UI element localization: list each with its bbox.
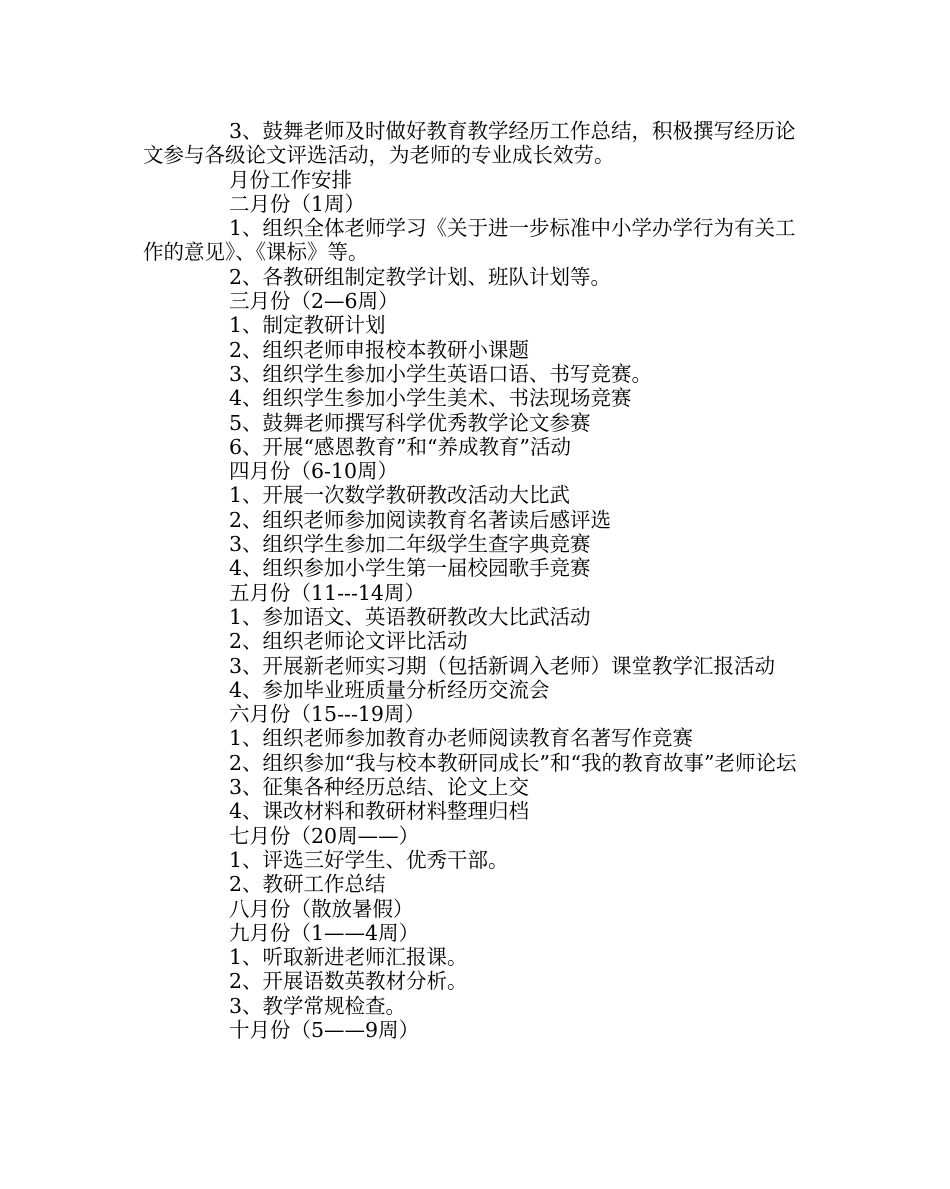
list-item: 4、参加毕业班质量分析经历交流会 [229, 677, 550, 702]
month-heading: 五月份（11---14周） [229, 580, 425, 605]
list-item: 4、课改材料和教研材料整理归档 [229, 799, 530, 824]
month-heading: 七月份（20周——） [229, 823, 420, 848]
list-item: 6、开展“感恩教育”和“养成教育”活动 [229, 434, 571, 459]
list-item: 3、开展新老师实习期（包括新调入老师）课堂教学汇报活动 [229, 653, 776, 678]
month-heading: 六月份（15---19周） [229, 702, 425, 727]
list-item: 2、各教研组制定教学计划、班队计划等。 [229, 264, 612, 289]
list-item: 3、教学常规检查。 [229, 993, 407, 1018]
list-item: 2、开展语数英教材分析。 [229, 969, 468, 994]
month-heading: 八月份（散放暑假） [229, 896, 414, 921]
list-item: 1、制定教研计划 [229, 313, 386, 338]
list-item: 5、鼓舞老师撰写科学优秀教学论文参赛 [229, 410, 591, 435]
month-heading: 二月份（1周） [229, 191, 366, 216]
list-item: 3、征集各种经历总结、论文上交 [229, 775, 530, 800]
list-item: 1、开展一次数学教研教改活动大比武 [229, 483, 571, 508]
list-item: 3、组织学生参加小学生英语口语、书写竞赛。 [229, 361, 653, 386]
month-heading: 十月份（5——9周） [229, 1017, 420, 1042]
list-item: 4、组织参加小学生第一届校园歌手竞赛 [229, 556, 591, 581]
list-item: 2、组织老师申报校本教研小课题 [229, 337, 530, 362]
paragraph: 3、鼓舞老师及时做好教育教学经历工作总结，积极撰写经历论文参与各级论文评选活动，为老师的专业成长效劳。 [143, 119, 796, 168]
list-item: 2、教研工作总结 [229, 872, 386, 897]
list-item: 1、听取新进老师汇报课。 [229, 945, 468, 970]
list-item: 2、组织老师参加阅读教育名著读后感评选 [229, 507, 612, 532]
list-item: 2、组织老师论文评比活动 [229, 629, 468, 654]
list-item: 2、组织参加“我与校本教研同成长”和“我的教育故事”老师论坛 [229, 750, 797, 775]
month-heading: 四月份（6-10周） [229, 459, 399, 484]
list-item: 1、参加语文、英语教研教改大比武活动 [229, 604, 591, 629]
list-item: 1、评选三好学生、优秀干部。 [229, 847, 509, 872]
list-item: 4、组织学生参加小学生美术、书法现场竞赛 [229, 386, 632, 411]
month-heading: 九月份（1——4周） [229, 920, 420, 945]
list-item: 1、组织全体老师学习《关于进一步标准中小学办学行为有关工作的意见》、《课标》等。 [143, 216, 796, 265]
document-body [143, 119, 815, 1042]
section-heading: 月份工作安排 [229, 167, 352, 192]
month-heading: 三月份（2—6周） [229, 289, 399, 314]
list-item: 3、组织学生参加二年级学生查字典竞赛 [229, 532, 591, 557]
list-item: 1、组织老师参加教育办老师阅读教育名著写作竞赛 [229, 726, 694, 751]
